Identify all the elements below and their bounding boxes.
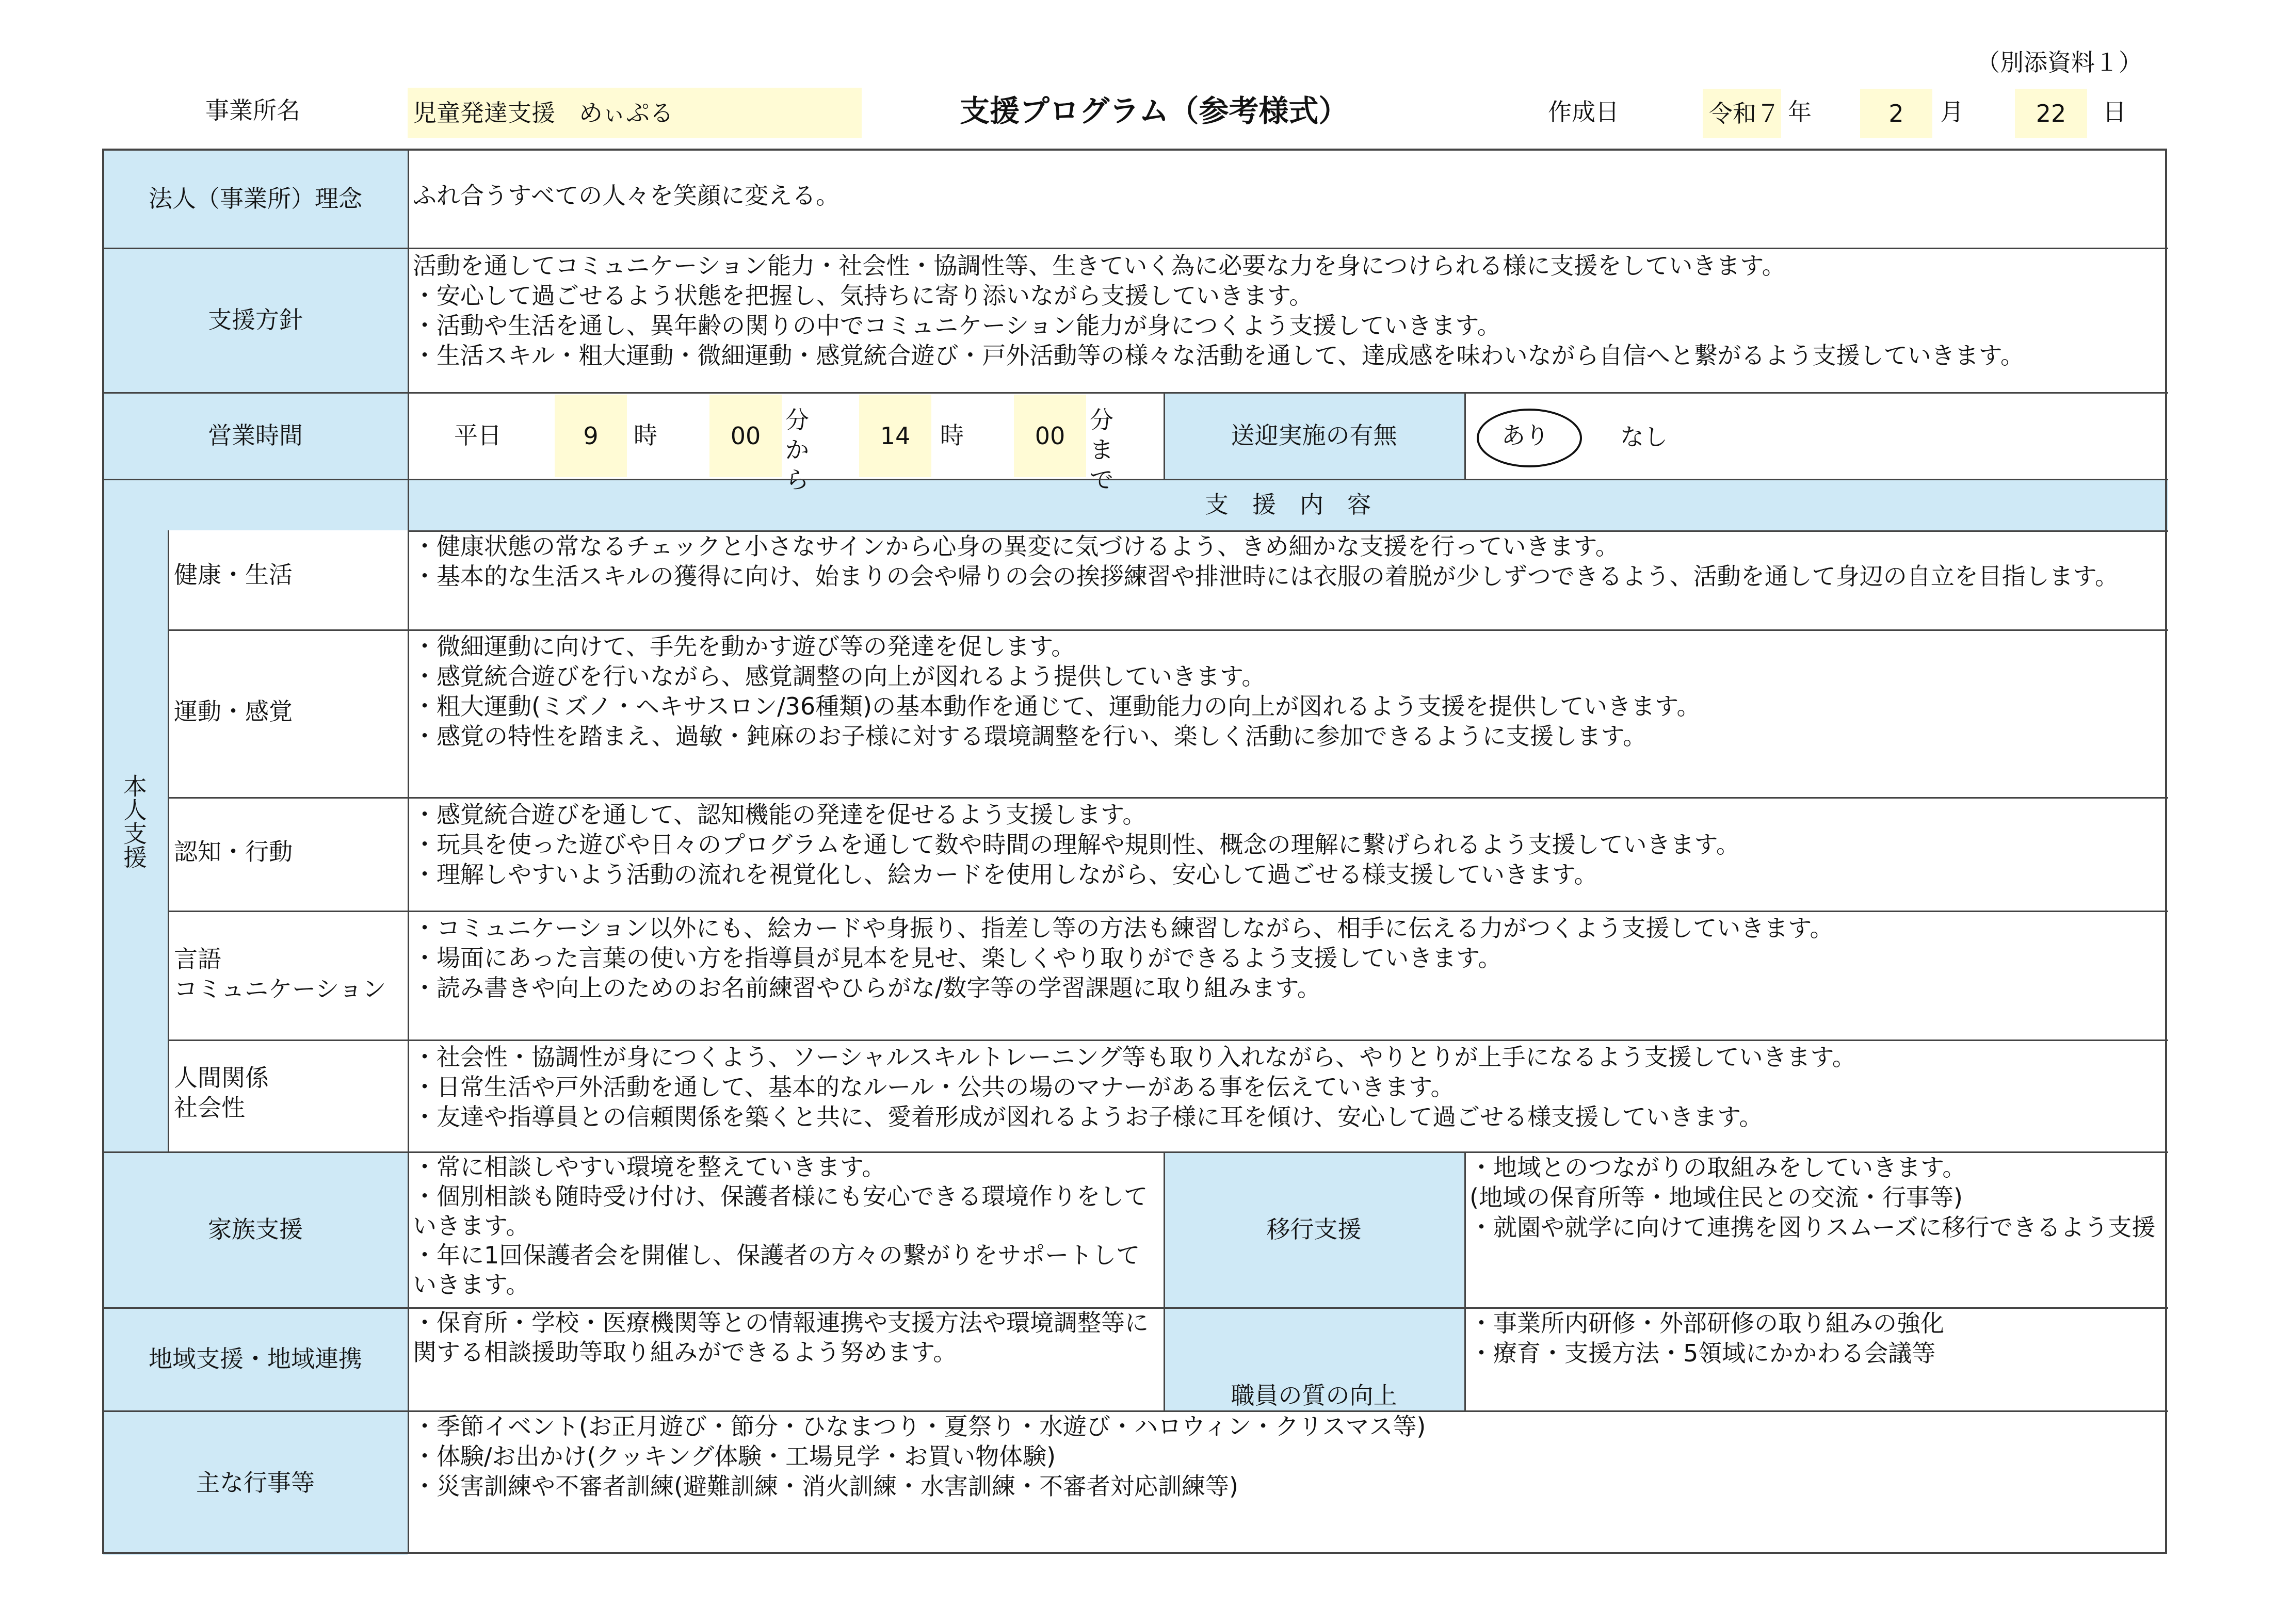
from-label: 分から [785,406,809,494]
policy-line: ・安心して過ごせるよう状態を把握し、気持ちに寄り添いながら支援していきます。 [413,282,1313,310]
office-name-field[interactable]: 児童発達支援 めぃぷる [408,88,862,138]
weekday-label: 平日 [454,421,502,449]
divider [103,248,2168,249]
list-item: ・微細運動に向けて、手先を動かす遊び等の発達を促します。 [413,632,1075,660]
created-label: 作成日 [1548,98,1619,126]
list-item: ・友達や指導員との信頼関係を築くと共に、愛着形成が図れるようお子様に耳を傾け、安心して過ごせる様支援していきます。 [413,1103,1763,1131]
policy-line: 活動を通してコミュニケーション能力・社会性・協調性等、生きていく為に必要な力を身につけられる様に支援をしていきます。 [413,252,1786,280]
divider [103,1151,2168,1153]
events-label: 主な行事等 [103,1410,408,1555]
staff-quality-label: 職員の質の向上 [1164,1307,1464,1410]
day-label: 日 [2103,98,2126,126]
list-item: ・個別相談も随時受け付け、保護者様にも安心できる環境作りをしていきます。 [413,1182,1148,1240]
list-item: ・日常生活や戸外活動を通して、基本的なルール・公共の場のマナーがある事を伝えていきます。 [413,1073,1455,1101]
start-hour-field[interactable]: 9 [555,395,627,477]
divider [1464,1151,1466,1410]
year-label: 年 [1788,98,1812,126]
list-item: ・基本的な生活スキルの獲得に向け、始まりの会や帰りの会の挨拶練習や排泄時には衣服の着脱が少しずつできるよう、活動を通して身辺の自立を目指します。 [413,562,2119,590]
hours-label: 営業時間 [103,392,408,479]
divider [1164,392,1165,479]
list-item: ・地域とのつながりの取組みをしていきます。 [1470,1154,1966,1181]
list-item: ・就園や就学に向けて連携を図りスムーズに移行できるよう支援 [1470,1213,2156,1241]
list-item: ・感覚統合遊びを行いながら、感覚調整の向上が図れるよう提供していきます。 [413,662,1266,690]
list-item: (地域の保育所等・地域住民との交流・行事等) [1470,1183,1963,1211]
list-item: ・季節イベント(お正月遊び・節分・ひなまつり・夏祭り・水遊び・ハロウィン・クリスマス等) [413,1412,1426,1440]
list-item: ・保育所・学校・医療機関等との情報連携や支援方法や環境調整等に関する相談援助等取り組みができるよう努めます。 [413,1309,1149,1366]
list-item: ・常に相談しやすい環境を整えていきます。 [413,1153,886,1181]
start-hour-unit: 時 [634,421,657,449]
page-title: 支援プログラム（参考様式） [960,93,1349,128]
policy-line: ・活動や生活を通し、異年齢の関りの中でコミュニケーション能力が身につくよう支援していきます。 [413,312,1501,339]
transport-yes-option[interactable]: あり [1501,421,1549,449]
philosophy-label: 法人（事業所）理念 [103,150,408,248]
era-year-field[interactable]: 令和７ [1703,89,1781,138]
divider [168,530,169,1151]
row-label-cognition: 認知・行動 [174,838,293,866]
policy-line: ・生活スキル・粗大運動・微細運動・感覚統合遊び・戸外活動等の様々な活動を通して、達成感を味わいながら自信へと繋がるよう支援していきます。 [413,342,2024,369]
list-item: ・健康状態の常なるチェックと小さなサインから心身の異変に気づけるよう、きめ細かな支援を行っていきます。 [413,532,1619,560]
policy-label: 支援方針 [103,248,408,392]
list-item: ・体験/お出かけ(クッキング体験・工場見学・お買い物体験) [413,1442,1056,1470]
until-label: 分まで [1090,406,1113,494]
divider [103,1307,2168,1309]
list-item: ・玩具を使った遊びや日々のプログラムを通して数や時間の理解や規則性、概念の理解に繋げられるよう支援していきます。 [413,831,1740,858]
divider [408,150,409,1554]
day-field[interactable]: 22 [2015,89,2087,138]
family-support-label: 家族支援 [103,1151,408,1307]
list-item: ・社会性・協調性が身につくよう、ソーシャルスキルトレーニング等も取り入れながら、やりとりが上手になるよう支援していきます。 [413,1043,1856,1071]
start-min-field[interactable]: 00 [709,395,782,477]
list-item: ・感覚統合遊びを通して、認知機能の発達を促せるよう支援します。 [413,801,1146,829]
transition-support-label: 移行支援 [1164,1151,1464,1307]
list-item: ・災害訓練や不審者訓練(避難訓練・消火訓練・水害訓練・不審者対応訓練等) [413,1472,1238,1500]
list-item: ・読み書きや向上のためのお名前練習やひらがな/数字等の学習課題に取り組みます。 [413,974,1321,1002]
divider [168,797,2168,799]
row-label-social: 人間関係 社会性 [174,1064,269,1122]
attachment-label: （別添資料１） [1976,48,2142,76]
list-item: ・療育・支援方法・5領域にかかわる会議等 [1470,1339,1936,1367]
table-frame [102,149,2167,1554]
row-label-language: 言語 コミュニケーション [174,945,386,1003]
end-hour-unit: 時 [940,421,964,449]
divider [168,911,2168,912]
support-content-header: 支 援 内 容 [408,479,2168,530]
divider [1464,392,1466,479]
office-label: 事業所名 [205,96,300,124]
divider [168,1040,2168,1041]
row-label-health: 健康・生活 [174,561,293,589]
personal-support-label: 本人支援 [120,774,148,869]
list-item: ・コミュニケーション以外にも、絵カードや身振り、指差し等の方法も練習しながら、相手に伝える力がつくよう支援していきます。 [413,914,1834,942]
community-support-label: 地域支援・地域連携 [103,1307,408,1410]
transport-label: 送迎実施の有無 [1164,392,1464,479]
divider [168,629,2168,631]
divider [1164,1151,1165,1410]
divider [408,530,2168,532]
list-item: ・感覚の特性を踏まえ、過敏・鈍麻のお子様に対する環境調整を行い、楽しく活動に参加できるように支援します。 [413,722,1647,750]
transport-no-option[interactable]: なし [1620,423,1668,451]
list-item: ・粗大運動(ミズノ・ヘキサスロン/36種類)の基本動作を通じて、運動能力の向上が図れるよう支援を提供していきます。 [413,692,1701,720]
divider [103,392,2168,394]
month-label: 月 [1940,98,1964,126]
divider [103,479,2168,480]
row-label-motor: 運動・感覚 [174,697,293,725]
divider [103,1410,2168,1412]
end-hour-field[interactable]: 14 [859,395,931,477]
list-item: ・年に1回保護者会を開催し、保護者の方々の繋がりをサポートしていきます。 [413,1241,1140,1298]
list-item: ・場面にあった言葉の使い方を指導員が見本を見せ、楽しくやり取りができるよう支援していきます。 [413,944,1502,972]
list-item: ・事業所内研修・外部研修の取り組みの強化 [1470,1309,1944,1337]
month-field[interactable]: 2 [1860,89,1932,138]
philosophy-text: ふれ合うすべての人々を笑顔に変える。 [413,182,840,209]
list-item: ・理解しやすいよう活動の流れを視覚化し、絵カードを使用しながら、安心して過ごせる様支援していきます。 [413,860,1598,888]
end-min-field[interactable]: 00 [1014,395,1086,477]
